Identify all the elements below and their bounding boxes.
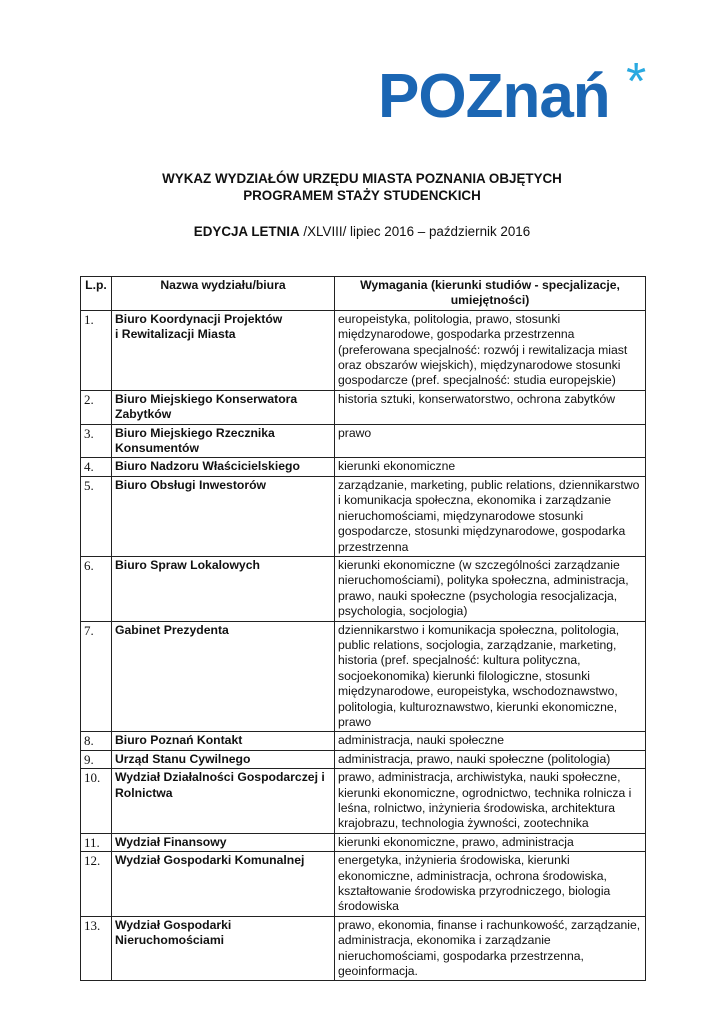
requirements: kierunki ekonomiczne xyxy=(335,458,646,476)
row-number: 7. xyxy=(81,621,112,732)
requirements: kierunki ekonomiczne (w szczególności zarządzanie nieruchomościami), polityka społeczna, administracja, prawo, nauki społeczne (psychologia resocjalizacja, psychologia, socjologia) xyxy=(335,556,646,621)
row-number: 6. xyxy=(81,556,112,621)
header-lp: L.p. xyxy=(81,277,112,311)
requirements: administracja, prawo, nauki społeczne (politologia) xyxy=(335,750,646,768)
department-name: Wydział Gospodarki Komunalnej xyxy=(112,852,335,917)
row-number: 13. xyxy=(81,916,112,981)
department-name: Wydział Gospodarki Nieruchomościami xyxy=(112,916,335,981)
document-title xyxy=(62,170,662,204)
table-row xyxy=(81,769,646,834)
table-row xyxy=(81,621,646,732)
row-number: 10. xyxy=(81,769,112,834)
table-row xyxy=(81,750,646,768)
requirements: prawo, administracja, archiwistyka, nauki społeczne, kierunki ekonomiczne, ogrodnictwo, technika rolnicza i leśna, rolnictwo, inżynieria środowiska, architektura krajobrazu, technologia żywności, zootechnika xyxy=(335,769,646,834)
row-number: 11. xyxy=(81,833,112,851)
department-name: Wydział Działalności Gospodarczej i Rolnictwa xyxy=(112,769,335,834)
requirements: administracja, nauki społeczne xyxy=(335,732,646,750)
table-row xyxy=(81,458,646,476)
row-number: 8. xyxy=(81,732,112,750)
row-number: 12. xyxy=(81,852,112,917)
edition-line xyxy=(62,224,662,239)
row-number: 5. xyxy=(81,476,112,556)
row-number: 4. xyxy=(81,458,112,476)
table-row xyxy=(81,556,646,621)
requirements: energetyka, inżynieria środowiska, kierunki ekonomiczne, administracja, ochrona środowiska, kształtowanie środowiska przyrodniczego, biologia środowiska xyxy=(335,852,646,917)
department-name: Biuro Koordynacji Projektów i Rewitalizacji Miasta xyxy=(112,310,335,390)
row-number: 9. xyxy=(81,750,112,768)
row-number: 3. xyxy=(81,424,112,458)
asterisk-icon: * xyxy=(626,53,647,111)
department-name: Biuro Miejskiego Konserwatora Zabytków xyxy=(112,390,335,424)
department-name: Biuro Poznań Kontakt xyxy=(112,732,335,750)
department-name: Gabinet Prezydenta xyxy=(112,621,335,732)
department-name: Wydział Finansowy xyxy=(112,833,335,851)
requirements: prawo xyxy=(335,424,646,458)
poznan-logo xyxy=(378,53,678,136)
table-row xyxy=(81,424,646,458)
title-line-1: WYKAZ WYDZIAŁÓW URZĘDU MIASTA POZNANIA OBJĘTYCH xyxy=(162,171,562,186)
row-number: 2. xyxy=(81,390,112,424)
department-name: Biuro Nadzoru Właścicielskiego xyxy=(112,458,335,476)
department-name: Biuro Obsługi Inwestorów xyxy=(112,476,335,556)
requirements: kierunki ekonomiczne, prawo, administracja xyxy=(335,833,646,851)
header-requirements: Wymagania (kierunki studiów - specjalizacje, umiejętności) xyxy=(335,277,646,311)
table-row xyxy=(81,310,646,390)
table-row xyxy=(81,390,646,424)
department-name: Urząd Stanu Cywilnego xyxy=(112,750,335,768)
department-name: Biuro Spraw Lokalowych xyxy=(112,556,335,621)
logo-wordmark: POZnań xyxy=(378,62,610,131)
edition-label: EDYCJA LETNIA xyxy=(193,224,300,239)
table-row xyxy=(81,916,646,981)
department-name: Biuro Miejskiego Rzecznika Konsumentów xyxy=(112,424,335,458)
table-row xyxy=(81,476,646,556)
table-row xyxy=(81,852,646,917)
requirements: europeistyka, politologia, prawo, stosunki międzynarodowe, gospodarka przestrzenna (preferowana specjalność: rozwój i rewitalizacja miast oraz obszarów wiejskich), międzynarodowe stosunki gospodarcze (pref. specjalność: studia europejskie) xyxy=(335,310,646,390)
requirements: prawo, ekonomia, finanse i rachunkowość, zarządzanie, administracja, ekonomika i zarządzanie nieruchomościami, gospodarka przestrzenna, geoinformacja. xyxy=(335,916,646,981)
table-header-row xyxy=(81,277,646,311)
header-name: Nazwa wydziału/biura xyxy=(112,277,335,311)
table-row xyxy=(81,732,646,750)
row-number: 1. xyxy=(81,310,112,390)
requirements: historia sztuki, konserwatorstwo, ochrona zabytków xyxy=(335,390,646,424)
departments-table xyxy=(80,276,646,981)
title-line-2: PROGRAMEM STAŻY STUDENCKICH xyxy=(243,188,481,203)
requirements: dziennikarstwo i komunikacja społeczna, politologia, public relations, socjologia, zarządzanie, marketing, historia (pref. specjalność: kultura polityczna, socjoekonomika) kierunki filologiczne, stosunki międzynarodowe, europeistyka, wschodoznawstwo, politologia, kulturoznawstwo, kierunki ekonomiczne, prawo xyxy=(335,621,646,732)
requirements: zarządzanie, marketing, public relations, dziennikarstwo i komunikacja społeczna, ekonomika i zarządzanie nieruchomościami, międzynarodowe stosunki gospodarcze, stosunki międzynarodowe, gospodarka przestrzenna xyxy=(335,476,646,556)
table-row xyxy=(81,833,646,851)
edition-dates: /XLVIII/ lipiec 2016 – październik 2016 xyxy=(299,224,531,239)
